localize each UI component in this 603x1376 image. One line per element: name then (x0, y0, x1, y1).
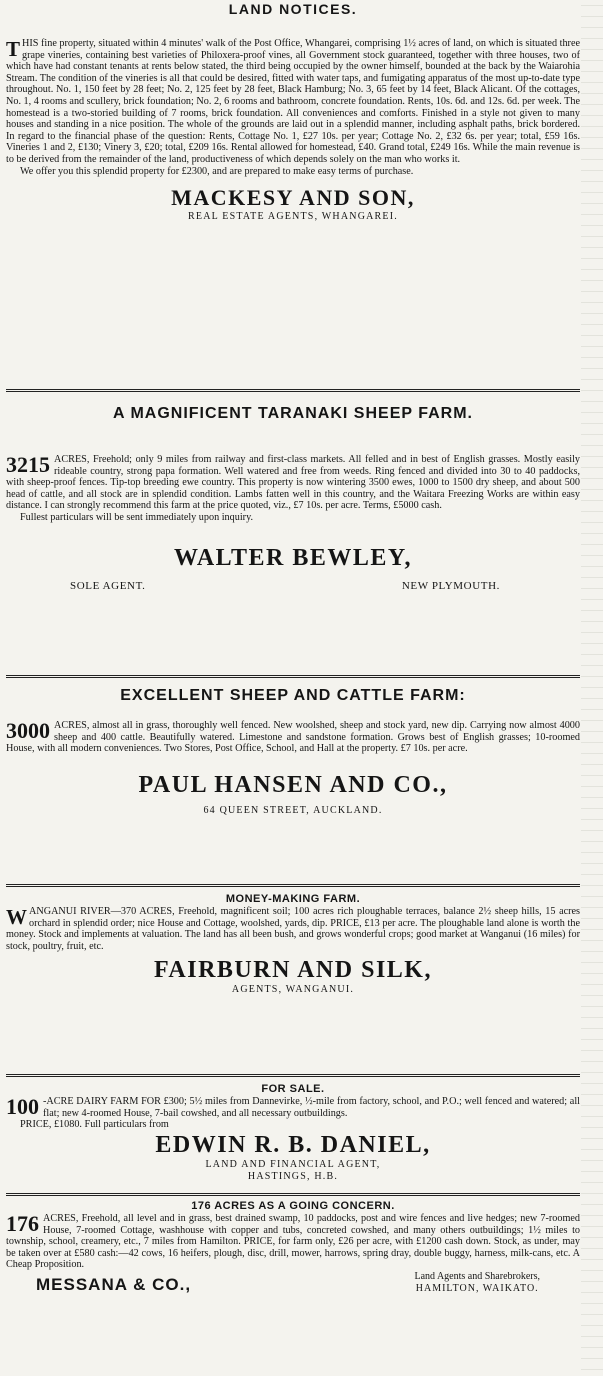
agent-name: WALTER BEWLEY, (174, 544, 412, 571)
ad-title: 176 ACRES AS A GOING CONCERN. (191, 1200, 395, 1212)
agent-role: SOLE AGENT. (70, 579, 146, 592)
ad2-body (6, 454, 580, 512)
ad2-text: ACRES, Freehold; only 9 miles from railway and first-class markets. All felled and in best of English grasses. Mostly easily rideable country, strong papa formation. Well watered and free from weeds. Ring fenced and divided into 30 to 40 paddocks, with sheep-proof fences. Tip-top breeding ewe country. This property is now wintering 3500 ewes, 1000 to 1500 dry sheep, and about 500 head of cattle, and all stock are in splendid condition. Lambs fatten well in this country, and the Waitara Freezing Works are within easy distance. I can strongly recommend this farm at the price quoted, viz., £7 10s. per acre. Terms, £5000 cash. (6, 454, 580, 512)
newspaper-column (6, 0, 580, 1336)
ad4-text: ANGANUI RIVER—370 ACRES, Freehold, magnificent soil; 100 acres rich ploughable terraces, balance 2½ sheep hills, 15 acres orchard in splendid order; nice House and Cottage, woolshed, yards, dip. PRICE, £13 per acre. The ploughable land alone is worth the money. Stock and implements at valuation. The land has all been bush, and grows wonderful crops; good market at Wanganui (16 miles) for stock, poultry, fruit, etc. (6, 906, 580, 952)
ad5-text: -ACRE DAIRY FARM FOR £300; 5½ miles from Dannevirke, ½-mile from factory, school, and P.O.; well fenced and watered; all flat; new 4-roomed House, 7-bail cowshed, and all necessary outbuildings. (43, 1096, 580, 1119)
agent-name: MESSANA & CO., (36, 1274, 192, 1294)
agent-address: HASTINGS, H.B. (247, 1170, 339, 1182)
agent-name: MACKESY AND SON, (171, 185, 415, 211)
ad3-text: ACRES, almost all in grass, thoroughly well fenced. New woolshed, sheep and stock yard, new dip. Carrying now almost 4000 sheep and 400 cattle. Beautifully watered. Limestone and sandstone formation. Grows best of English grasses; 10-roomed House, with all modern conveniences. Two Stores, Post Office, School, and Hall at the property. £7 10s. per acre. (6, 720, 580, 755)
ad3-body (6, 720, 580, 755)
agent-address: HAMILTON, WAIKATO. (415, 1282, 539, 1294)
ad6-footer (6, 1271, 580, 1295)
ad1-text: HIS fine property, situated within 4 minutes' walk of the Post Office, Whangarei, comprising 1½ acres of land, on which is situated three grape vineries, containing best varieties of Philoxera-proof vines, all Government stock guaranteed, together with three houses, two of which have had constant tenants at rents below stated, the third being occupied by the owner himself, bounded at the back by the Waiarohia Stream. The condition of the vineries is all that could be desired, fitted with water taps, and fumigating apparatus of the most up-to-date type throughout. No. 1, 150 feet by 28 feet; No. 2, 125 feet by 28 feet, Black Hamburg; No. 3, 65 feet by 14 feet, Black Alicant. Of the cottages, No. 1, 4 rooms and scullery, brick foundation; No. 2, 6 rooms and bathroom, concrete foundation. Rents, 10s. 6d. and 12s. 6d. per week. The homestead is a two-storied building of 7 rooms, brick foundation. All conveniences and comforts. Finished in a style not given to many houses and standing in a nice position. The whole of the grounds are laid out in a splendid manner, including asphalt paths, brick bordered. In regard to the financial phase of the question: Rents, Cottage No. 1, £27 10s. per year; Cottage No. 2, £32 6s. per year; total, £59 16s. Vineries 1 and 2, £130; Vinery 3, £20; total, £209 16s. Rental allowed for homestead, £40. Grand total, £249 16s. While the main revenue is to be derived from the remainder of the land, productiveness of which depends solely on the man who works it. (6, 38, 580, 165)
agent-role: Land Agents and Sharebrokers, (414, 1270, 540, 1282)
acre-number: 176 (6, 1211, 39, 1236)
ad-title: FOR SALE. (261, 1083, 325, 1095)
ad6-text: ACRES, Freehold, all level and in grass, best drained swamp, 10 paddocks, post and wire fences and live hedges; new 7-roomed House, 7-roomed Cottage, washhouse with copper and tubs, concreted cowshed, and many others outbuildings; 1½ miles to township, school, creamery, etc., 7 miles from Hamilton. PRICE, for farm only, £26 per acre, with £1200 cash down. Stock, as under, may be taken over at £580 cash:—42 cows, 16 heifers, plough, disc, drill, mower, harrows, spring dray, double buggy, harness, milk-cans, etc. A Cheap Proposition. (6, 1213, 580, 1271)
ad5-body (6, 1096, 580, 1119)
ad-going-concern (6, 1196, 580, 1336)
ad5-price: PRICE, £1080. Full particulars from (20, 1119, 169, 1131)
acre-number: 3000 (6, 718, 50, 743)
agent-details (6, 580, 580, 592)
ad-whangarei-property (6, 38, 580, 389)
ad-title: A MAGNIFICENT TARANAKI SHEEP FARM. (113, 405, 473, 422)
ad-title: MONEY-MAKING FARM. (225, 893, 361, 905)
ad-sheep-cattle-farm (6, 678, 580, 884)
ad-taranaki-sheep-farm (6, 392, 580, 675)
agent-location: NEW PLYMOUTH. (401, 579, 500, 592)
ad1-body (6, 38, 580, 166)
ad6-body (6, 1213, 580, 1271)
agent-name: EDWIN R. B. DANIEL, (155, 1131, 431, 1158)
drop-cap: T (6, 38, 21, 61)
agent-address: 64 QUEEN STREET, AUCKLAND. (203, 804, 383, 816)
agent-details (414, 1271, 580, 1295)
ad1-offer: We offer you this splendid property for £2300, and are prepared to make easy terms of purchase. (20, 165, 414, 177)
ad-dairy-farm (6, 1077, 580, 1193)
ad2-closing: Fullest particulars will be sent immediately upon inquiry. (20, 511, 254, 523)
acre-number: 3215 (6, 452, 50, 477)
ad-wanganui-farm (6, 887, 580, 1074)
agent-name: FAIRBURN AND SILK, (154, 957, 432, 984)
page-edge-margin (581, 0, 603, 1376)
agent-address: REAL ESTATE AGENTS, WHANGAREI. (188, 211, 398, 223)
agent-address: AGENTS, WANGANUI. (231, 984, 355, 996)
agent-name: PAUL HANSEN AND CO., (138, 771, 448, 798)
section-heading: LAND NOTICES. (228, 1, 358, 17)
ad4-body (6, 906, 580, 952)
acre-number: 100 (6, 1094, 39, 1119)
ad-title: EXCELLENT SHEEP AND CATTLE FARM: (120, 687, 466, 704)
drop-cap: W (6, 905, 27, 929)
agent-role: LAND AND FINANCIAL AGENT, (205, 1158, 381, 1170)
